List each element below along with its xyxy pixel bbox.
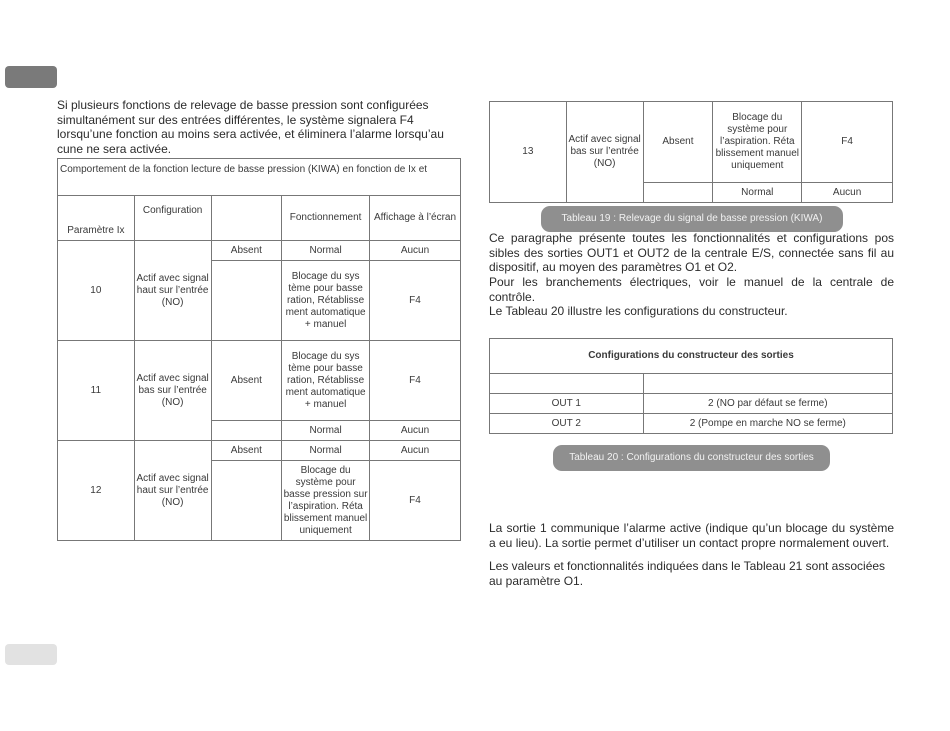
row12-aucun: Aucun [370, 441, 461, 461]
out2-value: 2 (Pompe en marche NO se ferme) [643, 414, 892, 434]
row13-blocage: Blocage du système pour l’aspiration. Réta blissement manuel uniquement [713, 102, 802, 183]
out1-name: OUT 1 [490, 394, 644, 414]
outputs-header-empty-2 [643, 374, 892, 394]
row10-empty [211, 261, 282, 341]
row13-f4: F4 [802, 102, 893, 183]
row10-f4: F4 [370, 261, 461, 341]
out2-name: OUT 2 [490, 414, 644, 434]
header-blank [211, 196, 282, 241]
row13-config: Actif avec signal bas sur l’entrée (NO) [566, 102, 643, 203]
row12-config: Actif avec signal haut sur l’entrée (NO) [134, 441, 211, 541]
kiwa-table-caption: Comportement de la fonction lecture de basse pression (KIWA) en fonction de Ix et [58, 159, 461, 196]
row10-absent: Absent [211, 241, 282, 261]
row12-param: 12 [58, 441, 135, 541]
row11-absent: Absent [211, 341, 282, 421]
page-tab-marker-bottom [5, 644, 57, 665]
row12-empty [211, 461, 282, 541]
row11-param: 11 [58, 341, 135, 441]
page-tab-marker-top [5, 66, 57, 88]
row12-f4: F4 [370, 461, 461, 541]
row11-blocage: Blocage du sys tème pour basse ration, Rétablisse ment automatique + manuel [282, 341, 370, 421]
out1-value: 2 (NO par défaut se ferme) [643, 394, 892, 414]
row10-param: 10 [58, 241, 135, 341]
caption-tableau-20: Tableau 20 : Configurations du constructeur des sorties [553, 445, 830, 471]
row11-aucun: Aucun [370, 421, 461, 441]
row12-absent: Absent [211, 441, 282, 461]
outputs-table-title: Configurations du constructeur des sorties [490, 339, 893, 374]
row11-f4: F4 [370, 341, 461, 421]
caption-tableau-19: Tableau 19 : Relevage du signal de basse pression (KIWA) [541, 206, 843, 232]
row12-blocage: Blocage du système pour basse pression sur l’aspiration. Réta blissement manuel uniquement [282, 461, 370, 541]
kiwa-table-continued [489, 101, 893, 203]
header-configuration: Configuration [134, 196, 211, 241]
kiwa-table [57, 158, 461, 541]
outputs-intro-paragraph: Ce paragraphe présente toutes les fonctionnalités et configurations pos sibles des sorties OUT1 et OUT2 de la centrale E/S, connectée sans fil au dispositif, au moyen des paramètres O1 et O2. [489, 231, 894, 274]
outputs-table [489, 338, 893, 434]
header-affichage: Affichage à l’écran [370, 196, 461, 241]
intro-paragraph: Si plusieurs fonctions de relevage de basse pression sont configurées simultanément sur des entrées différentes, le système signalera F4 lorsqu’une fonction au moins sera activée, et éliminera l’alarme lorsqu’au cune ne sera activée. [57, 98, 444, 156]
row13-aucun: Aucun [802, 183, 893, 203]
row11-normal: Normal [282, 421, 370, 441]
header-parametre: Paramètre Ix [58, 196, 135, 241]
row13-absent: Absent [643, 102, 713, 183]
row10-config: Actif avec signal haut sur l’entrée (NO) [134, 241, 211, 341]
table20-reference-paragraph: Le Tableau 20 illustre les configurations du constructeur. [489, 304, 788, 318]
row10-normal: Normal [282, 241, 370, 261]
row10-aucun: Aucun [370, 241, 461, 261]
row13-empty [643, 183, 713, 203]
row12-normal: Normal [282, 441, 370, 461]
row13-param: 13 [490, 102, 567, 203]
header-fonctionnement: Fonctionnement [282, 196, 370, 241]
table21-reference-paragraph: Les valeurs et fonctionnalités indiquées dans le Tableau 21 sont associées au paramètre O1. [489, 559, 886, 588]
row11-config: Actif avec signal bas sur l’entrée (NO) [134, 341, 211, 441]
wiring-paragraph: Pour les branchements électriques, voir le manuel de la centrale de contrôle. [489, 275, 894, 304]
outputs-header-empty-1 [490, 374, 644, 394]
row10-blocage: Blocage du sys tème pour basse ration, Rétablisse ment automatique + manuel [282, 261, 370, 341]
output1-paragraph: La sortie 1 communique l’alarme active (indique qu’un blocage du système a eu lieu). La sortie permet d’utiliser un contact propre normalement ouvert. [489, 521, 894, 550]
row11-empty [211, 421, 282, 441]
row13-normal: Normal [713, 183, 802, 203]
